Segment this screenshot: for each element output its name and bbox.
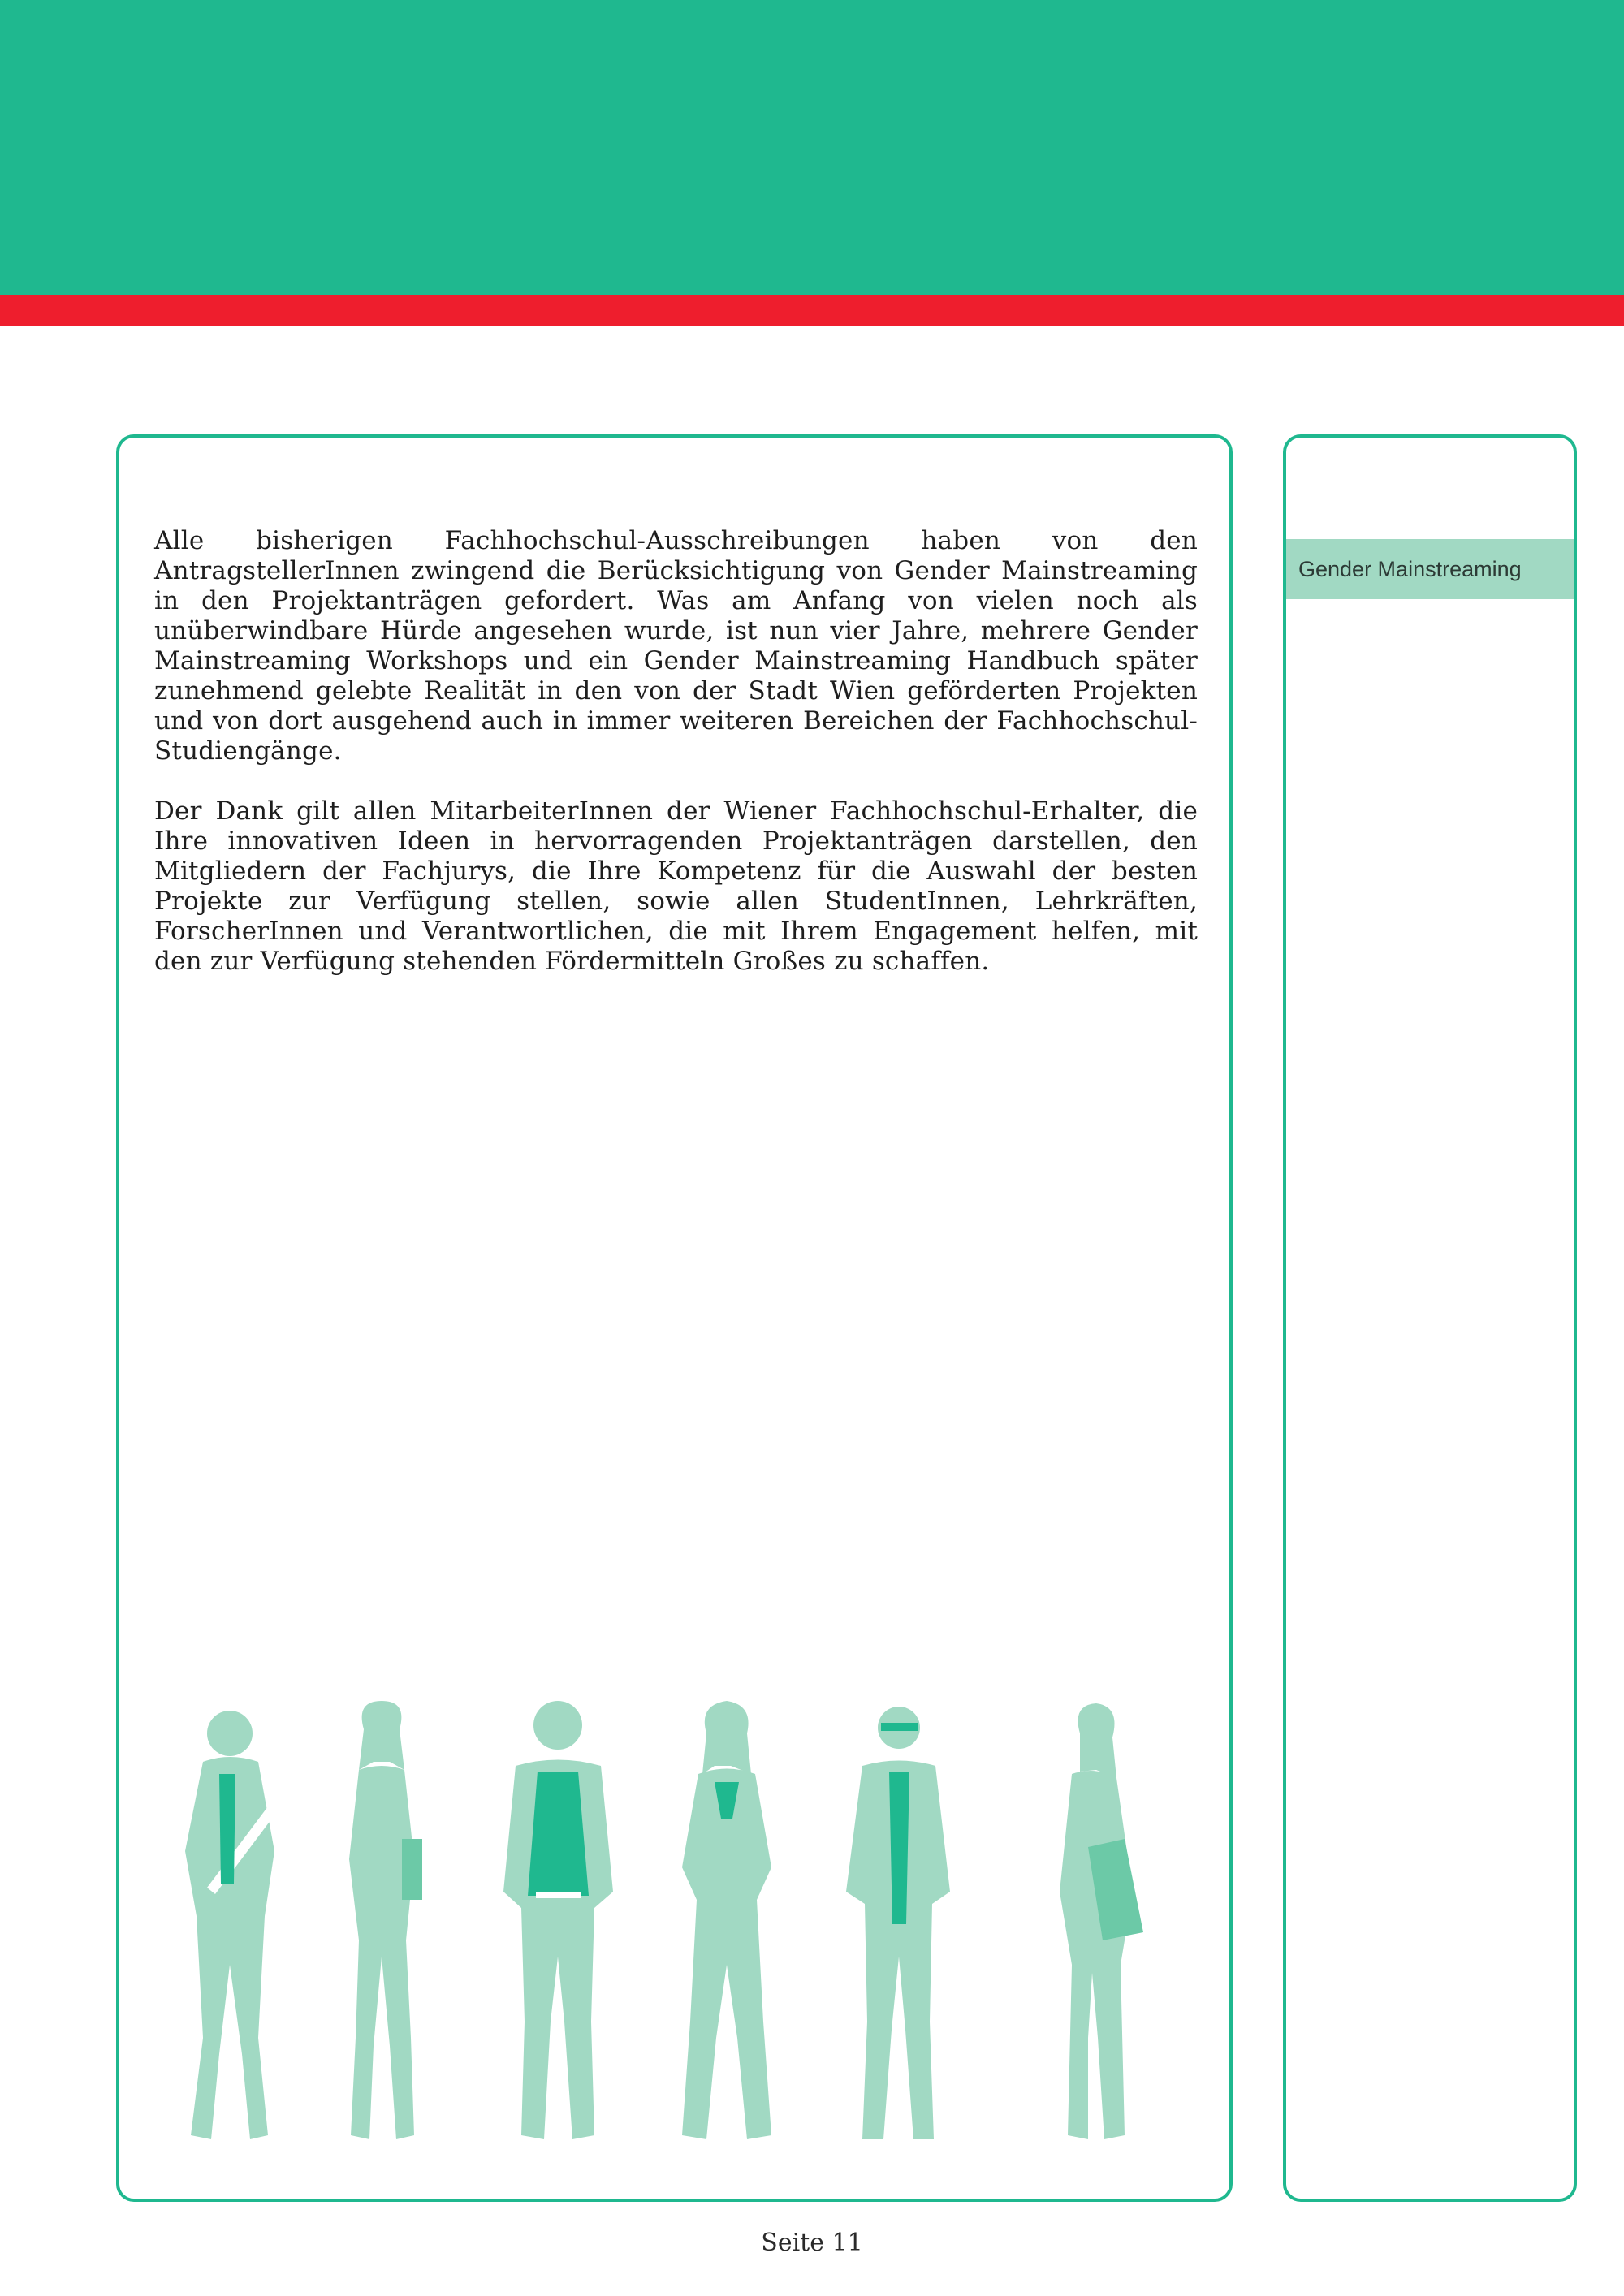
person-silhouette [682, 1701, 771, 2139]
person-belt [536, 1892, 581, 1898]
paragraph-2: Der Dank gilt allen MitarbeiterInnen der Wiener Fachhochschul-Erhalter, die Ihre innovativen Ideen in hervorragenden Projektanträgen darstellen, den Mitgliedern der Fachjurys, die Ihre Kompetenz für die Auswahl der besten Projekte zur Verfügung stellen, sowie allen StudentInnen, Lehrkräften, ForscherInnen und Verantwortlichen, die mit Ihrem Engagement helfen, mit den zur Verfügung stehenden Fördermitteln Großes zu schaffen. [154, 796, 1198, 976]
paragraph-1: Alle bisherigen Fachhochschul-Ausschreibungen haben von den AntragstellerInnen zwingend die Berücksichtigung von Gender Mainstreaming in den Projektanträgen gefordert. Was am Anfang von vielen noch als unüberwindbare Hürde angesehen wurde, ist nun vier Jahre, mehrere Gender Mainstreaming Workshops und ein Gender Mainstreaming Handbuch später zunehmend gelebte Realität in den von der Stadt Wien geförderten Projekten und von dort ausgehend auch in immer weiteren Bereichen der Fachhochschul-Studiengänge. [154, 526, 1198, 766]
sidebar-panel [1283, 434, 1577, 2202]
sidebar-tab-gender-mainstreaming[interactable]: Gender Mainstreaming [1286, 539, 1574, 599]
header-band [0, 0, 1624, 295]
page-number: Seite 11 [761, 2229, 863, 2257]
body-text [154, 526, 1198, 1007]
person-shirt [889, 1772, 909, 1924]
person-shirt [219, 1774, 235, 1884]
person-silhouette [349, 1701, 414, 2139]
person-shirt [528, 1772, 589, 1896]
person-silhouette [503, 1701, 613, 2139]
person-bag [402, 1839, 422, 1900]
header-stripe [0, 295, 1624, 326]
person-glasses [881, 1723, 918, 1731]
people-silhouettes-icon [146, 1697, 1153, 2160]
